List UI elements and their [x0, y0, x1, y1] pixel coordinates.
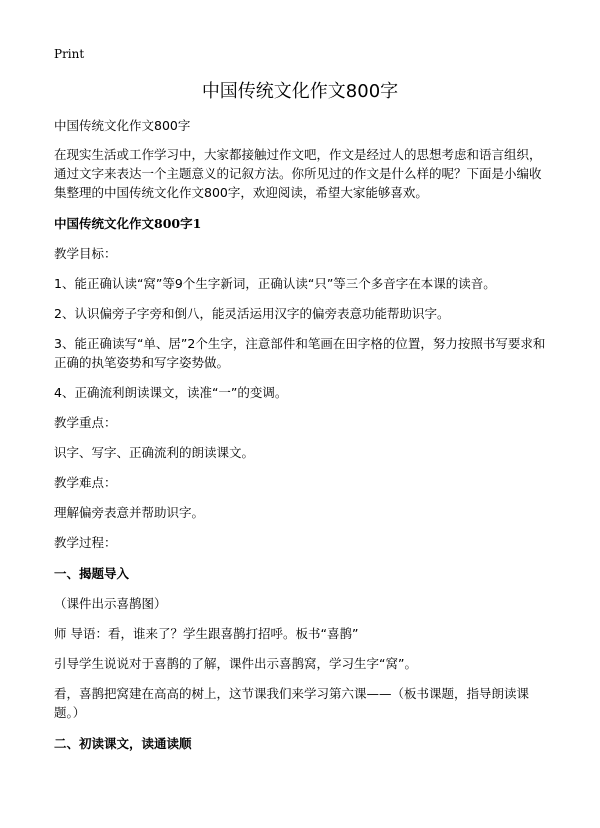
teaching-difficulty-label: 教学难点：	[54, 475, 117, 490]
step-1-line-1: （课件出示喜鹊图）	[54, 596, 167, 611]
teaching-focus-text: 识字、写字、正确流利的朗读课文。	[54, 445, 255, 460]
step-1-line-4: 看，喜鹊把窝建在高高的树上，这节课我们来学习第六课——（板书课题，指导朗读课题。）	[54, 686, 530, 720]
step-1-heading: 一、揭题导入	[54, 566, 130, 581]
section-heading-essay-1: 中国传统文化作文800字1	[54, 216, 202, 231]
teaching-process-label: 教学过程：	[54, 535, 117, 550]
document-subtitle: 中国传统文化作文800字	[54, 118, 191, 133]
teaching-difficulty-text: 理解偏旁表意并帮助识字。	[54, 505, 205, 520]
step-2-heading: 二、初读课文，读通读顺	[54, 736, 192, 751]
document-title: 中国传统文化作文800字	[201, 81, 399, 102]
step-1-line-2: 师 导语：看，谁来了？学生跟喜鹊打招呼。板书“喜鹊”	[54, 626, 359, 641]
goal-item-3: 3、能正确读写“单、居”2个生字，注意部件和笔画在田字格的位置，努力按照书写要求和正确的执笔姿势和写字姿势做。	[54, 336, 546, 370]
print-link[interactable]: Print	[54, 47, 85, 61]
step-1-line-3: 引导学生说说对于喜鹊的了解，课件出示喜鹊窝，学习生字“窝”。	[54, 656, 417, 671]
goal-item-4: 4、正确流利朗读课文，读准“一”的变调。	[54, 385, 288, 400]
teaching-focus-label: 教学重点：	[54, 415, 117, 430]
goal-item-2: 2、认识偏旁子字旁和倒八，能灵活运用汉字的偏旁表意功能帮助识字。	[54, 306, 450, 321]
goal-item-1: 1、能正确认读“窝”等9个生字新词，正确认读“只”等三个多音字在本课的读音。	[54, 276, 496, 291]
intro-paragraph: 在现实生活或工作学习中，大家都接触过作文吧，作文是经过人的思想考虑和语言组织，通过文字来表达一个主题意义的记叙方法。你所见过的作文是什么样的呢？下面是小编收集整理的中国传统文化作文800字，欢迎阅读，希望大家能够喜欢。	[54, 147, 542, 200]
teaching-goals-label: 教学目标：	[54, 246, 117, 261]
